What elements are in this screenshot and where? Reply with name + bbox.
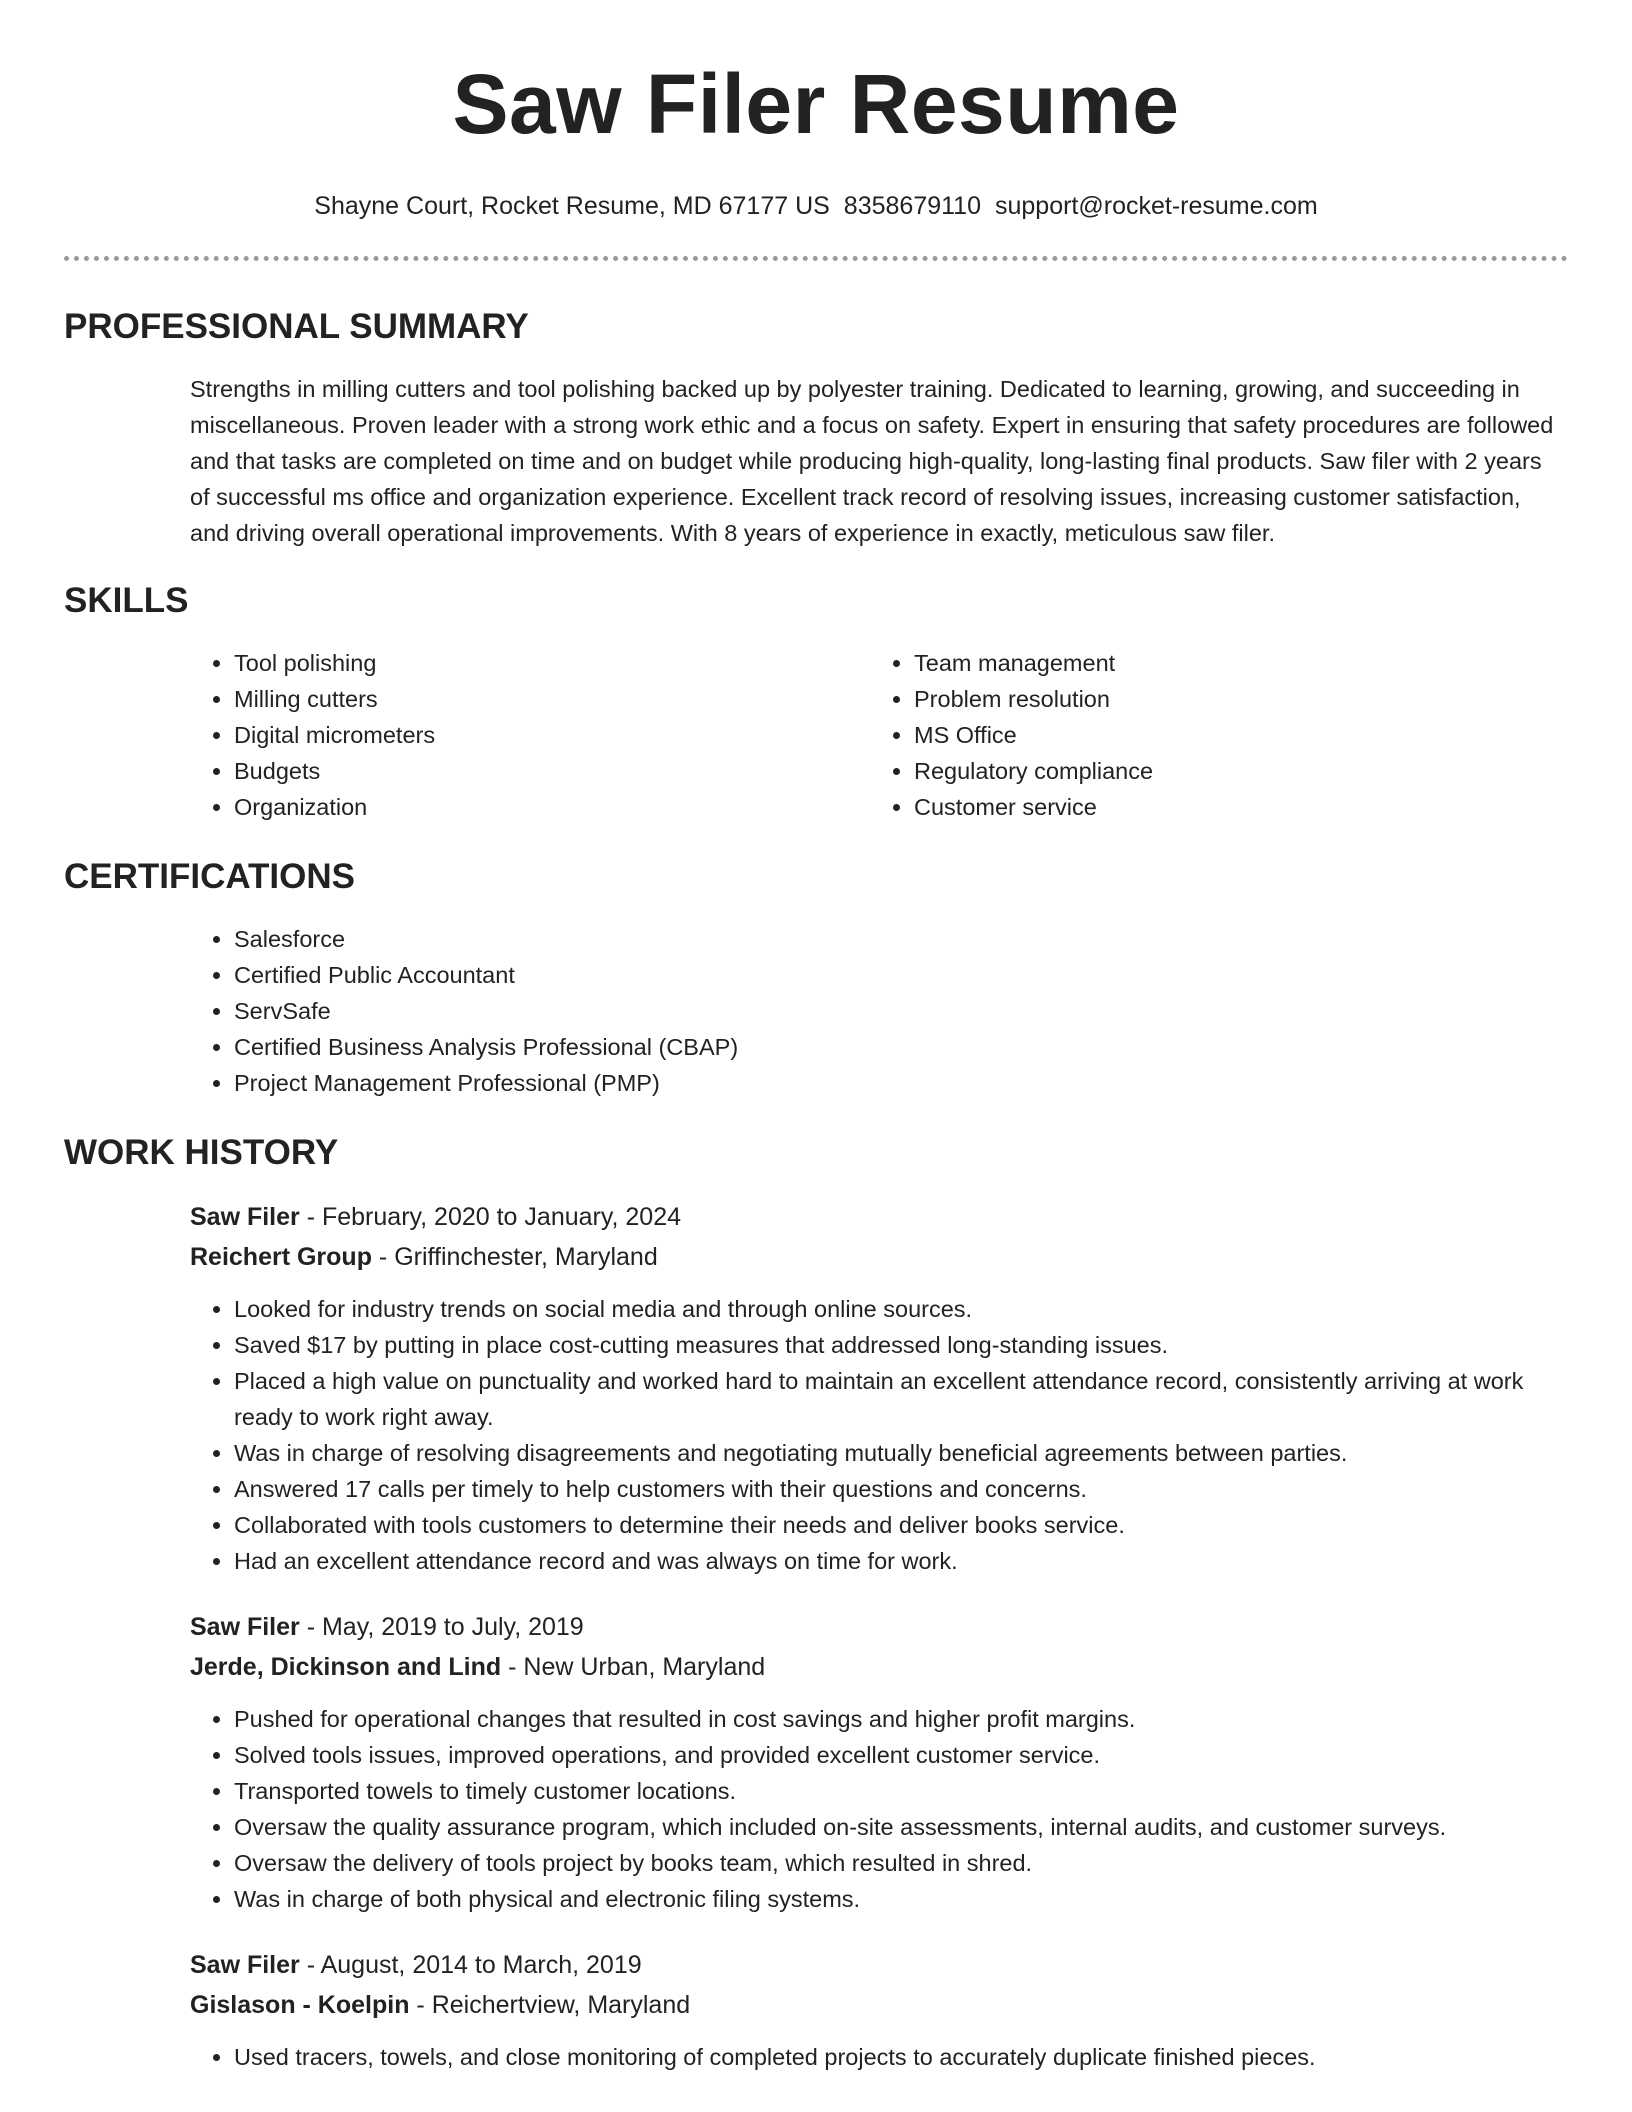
job-bullet: • Used tracers, towels, and close monitoring of completed projects to accurately duplicate finished pieces. <box>234 2039 1568 2075</box>
job-title: Saw Filer <box>190 1613 300 1641</box>
job-company: Reichert Group <box>190 1243 372 1271</box>
certifications-list <box>190 921 1568 1101</box>
skill-item: • Milling cutters <box>234 681 870 717</box>
skill-item: • Budgets <box>234 753 870 789</box>
job-bullet: • Collaborated with tools customers to determine their needs and deliver books service. <box>234 1507 1568 1543</box>
job-bullet: • Saved $17 by putting in place cost-cutting measures that addressed long-standing issues. <box>234 1327 1568 1363</box>
header-divider <box>64 256 1568 261</box>
job-bullet: • Solved tools issues, improved operations, and provided excellent customer service. <box>234 1737 1568 1773</box>
job-title: Saw Filer <box>190 1203 300 1231</box>
job-bullets <box>190 1291 1568 1579</box>
summary-text: Strengths in milling cutters and tool polishing backed up by polyester training. Dedicated to learning, growing, and succeeding in miscellaneous. Proven leader with a strong work ethic and a focus on safety. Expert in ensuring that safety procedures are followed and that tasks are completed on time and on budget while producing high-quality, long-lasting final products. Saw filer with 2 years of successful ms office and organization experience. Excellent track record of resolving issues, increasing customer satisfaction, and driving overall operational improvements. With 8 years of experience in exactly, meticulous saw filer. <box>190 376 1554 546</box>
job-title: Saw Filer <box>190 1951 300 1979</box>
job-bullet: • Oversaw the quality assurance program, which included on-site assessments, internal audits, and customer surveys. <box>234 1809 1568 1845</box>
skill-item: • Problem resolution <box>914 681 1550 717</box>
job-bullet: • Looked for industry trends on social media and through online sources. <box>234 1291 1568 1327</box>
job-location: - Griffinchester, Maryland <box>371 1243 658 1271</box>
job-bullet: • Was in charge of both physical and electronic filing systems. <box>234 1881 1568 1917</box>
skills-list-left <box>190 645 870 825</box>
job-bullets <box>190 2039 1568 2075</box>
job-dates: - February, 2020 to January, 2024 <box>299 1203 682 1231</box>
job-company-line <box>190 1647 1568 1687</box>
certification-item: • ServSafe <box>234 993 1568 1029</box>
job-title-line <box>190 1945 1568 1985</box>
contact-line <box>64 190 1568 222</box>
skill-item: • MS Office <box>914 717 1550 753</box>
job-bullet: • Oversaw the delivery of tools project by books team, which resulted in shred. <box>234 1845 1568 1881</box>
job-bullet: • Transported towels to timely customer locations. <box>234 1773 1568 1809</box>
skills-list-right <box>870 645 1550 825</box>
skill-item: • Organization <box>234 789 870 825</box>
job-company-line <box>190 1985 1568 2025</box>
contact-address: Shayne Court, Rocket Resume, MD 67177 US <box>314 192 830 220</box>
job-dates: - August, 2014 to March, 2019 <box>299 1951 642 1979</box>
job-title-line <box>190 1607 1568 1647</box>
job-bullets <box>190 1701 1568 1917</box>
job-location: - Reichertview, Maryland <box>409 1991 691 2019</box>
job-entry <box>190 1945 1568 2075</box>
job-bullet: • Was in charge of resolving disagreements and negotiating mutually beneficial agreements between parties. <box>234 1435 1568 1471</box>
skill-item: • Team management <box>914 645 1550 681</box>
certifications-heading: CERTIFICATIONS <box>64 857 356 896</box>
job-entry <box>190 1607 1568 1917</box>
certification-item: • Certified Business Analysis Professional (CBAP) <box>234 1029 1568 1065</box>
certification-item: • Certified Public Accountant <box>234 957 1568 993</box>
job-location: - New Urban, Maryland <box>501 1653 766 1681</box>
skills-heading: SKILLS <box>64 581 189 620</box>
job-company-line <box>190 1237 1568 1277</box>
skill-item: • Tool polishing <box>234 645 870 681</box>
skill-item: • Regulatory compliance <box>914 753 1550 789</box>
job-dates: - May, 2019 to July, 2019 <box>299 1613 584 1641</box>
skill-item: • Digital micrometers <box>234 717 870 753</box>
job-entry <box>190 1197 1568 1579</box>
contact-phone: 8358679110 <box>843 192 981 220</box>
contact-email[interactable]: support@rocket-resume.com <box>994 192 1318 220</box>
summary-heading: PROFESSIONAL SUMMARY <box>64 307 529 346</box>
job-company: Jerde, Dickinson and Lind <box>190 1653 502 1681</box>
job-bullet: • Pushed for operational changes that resulted in cost savings and higher profit margins. <box>234 1701 1568 1737</box>
skills-grid <box>190 645 1568 825</box>
resume-title: Saw Filer Resume <box>452 57 1180 151</box>
job-title-line <box>190 1197 1568 1237</box>
certification-item: • Salesforce <box>234 921 1568 957</box>
job-bullet: • Had an excellent attendance record and was always on time for work. <box>234 1543 1568 1579</box>
job-bullet: • Answered 17 calls per timely to help customers with their questions and concerns. <box>234 1471 1568 1507</box>
certification-item: • Project Management Professional (PMP) <box>234 1065 1568 1101</box>
skill-item: • Customer service <box>914 789 1550 825</box>
work-history-heading: WORK HISTORY <box>64 1133 339 1172</box>
job-company: Gislason - Koelpin <box>190 1991 410 2019</box>
job-bullet: • Placed a high value on punctuality and worked hard to maintain an excellent attendance record, consistently arriving at work ready to work right away. <box>234 1363 1568 1435</box>
